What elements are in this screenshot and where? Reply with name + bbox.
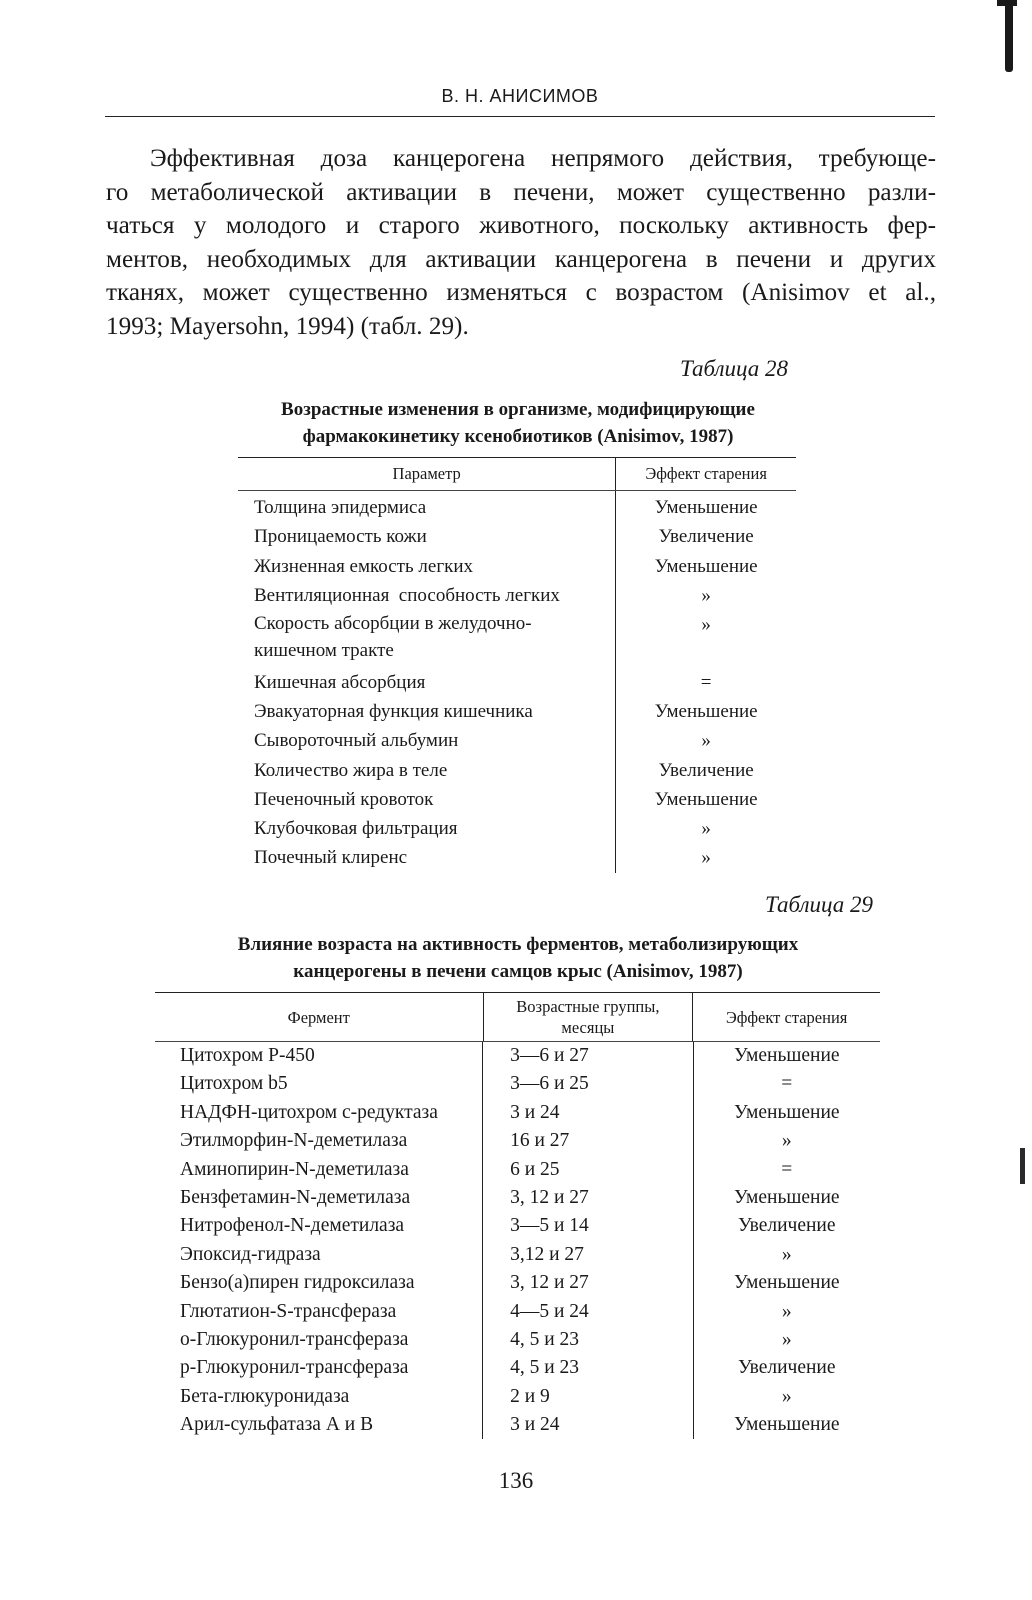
table28-param-column	[238, 491, 615, 873]
table28-effect-cell: Уменьшение	[654, 497, 758, 518]
table28-param-cell: Кишечная абсорбция	[254, 671, 426, 693]
table28-param-cell: Вентиляционная способность легких	[254, 584, 560, 606]
table29-label: Таблица 29	[765, 892, 874, 917]
table29-effect-cell: »	[781, 1328, 792, 1350]
table29-effect-cell: =	[781, 1158, 793, 1180]
table29-ages-cell: 3 и 24	[510, 1101, 560, 1123]
table29-effect-cell: Уменьшение	[733, 1045, 840, 1066]
table29-effect-cell: Увеличение	[738, 1215, 836, 1237]
table29-enzyme-cell: Бета-глюкуронидаза	[180, 1385, 350, 1407]
paragraph-line: тканях, может существенно изменяться с возрастом (Anisimov et al.,	[106, 279, 936, 306]
table29-enzyme-cell: Этилморфин-N-деметилаза	[180, 1130, 408, 1152]
table28-body	[238, 491, 796, 873]
table29-effect-cell: Уменьшение	[733, 1414, 840, 1436]
table29-enzyme-cell: р-Глюкуронил-трансфераза	[180, 1357, 409, 1379]
table29-effect-cell: »	[781, 1300, 792, 1322]
page-number: 136	[498, 1468, 534, 1493]
table28-param-cell: Толщина эпидермиса	[254, 497, 427, 518]
table28-param-cell: Количество жира в теле	[254, 759, 448, 781]
table28-effect-cell: »	[701, 584, 711, 606]
scan-edge-mark	[1020, 1148, 1025, 1184]
header-rule	[105, 116, 935, 117]
table29-title-line: канцерогены в печени самцов крыс (Anisimov, 1987)	[293, 961, 743, 982]
table29-effect-cell: =	[781, 1073, 793, 1095]
table29-header-enzyme: Фермент	[287, 1007, 350, 1027]
body-paragraph	[106, 142, 936, 343]
table28-label: Таблица 28	[680, 356, 789, 381]
table29-effect-cell: Уменьшение	[733, 1272, 840, 1294]
table28-header-effect: Эффект старения	[615, 458, 796, 490]
table29-ages-cell: 3 и 24	[510, 1414, 560, 1436]
table28-param-cell: Сывороточный альбумин	[254, 730, 459, 752]
table28-title-line: фармакокинетику ксенобиотиков (Anisimov, 1987)	[302, 426, 734, 447]
table29-header-ages: Возрастные группы, месяцы	[483, 993, 693, 1041]
table28-effect-cell: Увеличение	[658, 526, 754, 548]
table28-param-cell: Печеночный кровоток	[254, 788, 434, 810]
table28-effect-column	[615, 491, 796, 873]
table29	[155, 992, 880, 1439]
table29-ages-cell: 6 и 25	[510, 1158, 560, 1180]
table28-param-cell: Жизненная емкость легких	[254, 555, 474, 577]
table29-ages-cell: 16 и 27	[510, 1130, 570, 1152]
scan-edge-mark	[1005, 0, 1013, 72]
table29-enzyme-cell: НАДФН-цитохром с-редуктаза	[180, 1101, 438, 1123]
table29-enzyme-cell: Бензо(а)пирен гидроксилаза	[180, 1272, 415, 1294]
paragraph-line: го метаболической активации в печени, может существенно разли-	[106, 178, 936, 206]
table28-param-cell: Клубочковая фильтрация	[254, 818, 458, 840]
table29-enzyme-cell: Глютатион-S-трансфераза	[180, 1300, 397, 1322]
table29-header	[155, 993, 880, 1042]
paragraph-line: чаться у молодого и старого животного, поскольку активность фер-	[106, 212, 936, 239]
table28-effect-cell: »	[701, 614, 711, 636]
table28-param-cell: Эвакуаторная функция кишечника	[254, 700, 533, 722]
table28-title-line: Возрастные изменения в организме, модифицирующие	[281, 399, 755, 420]
table29-enzyme-cell: Нитрофенол-N-деметилаза	[180, 1215, 405, 1237]
table29-ages-cell: 2 и 9	[510, 1385, 550, 1407]
table29-enzyme-cell: Цитохром b5	[180, 1073, 288, 1095]
table29-ages-cell: 3, 12 и 27	[510, 1186, 589, 1208]
table29-ages-cell: 3,12 и 27	[510, 1243, 584, 1265]
table28-effect-cell: »	[701, 818, 711, 840]
table28-param-cell: Проницаемость кожи	[254, 526, 427, 548]
table29-effect-cell: Увеличение	[738, 1357, 836, 1379]
table28-effect-cell: Уменьшение	[654, 788, 758, 810]
table29-title	[150, 931, 886, 985]
table29-enzyme-cell: Аминопирин-N-деметилаза	[180, 1158, 409, 1180]
table29-effect-cell: Уменьшение	[733, 1101, 840, 1123]
table29-ages-cell: 4, 5 и 23	[510, 1357, 580, 1379]
paragraph-line: ментов, необходимых для активации канцерогена в печени и других	[106, 245, 936, 273]
table29-ages-cell: 4, 5 и 23	[510, 1328, 580, 1350]
table29-effect-column	[693, 1042, 880, 1439]
table29-ages-cell: 3, 12 и 27	[510, 1272, 589, 1294]
table29-header-effect: Эффект старения	[692, 993, 880, 1041]
table29-body	[155, 1042, 880, 1439]
table28-param-cell: Скорость абсорбции в желудочно-кишечном тракте	[254, 613, 532, 662]
table29-effect-cell: Уменьшение	[733, 1186, 840, 1208]
table28-param-cell: Почечный клиренс	[254, 847, 408, 869]
table29-effect-cell: »	[781, 1385, 792, 1407]
table29-title-line: Влияние возраста на активность ферментов, метаболизирующих	[237, 934, 799, 955]
table29-enzyme-cell: о-Глюкуронил-трансфераза	[180, 1328, 409, 1350]
table29-enzyme-cell: Эпоксид-гидраза	[180, 1243, 321, 1265]
table28-title	[200, 396, 836, 450]
table29-ages-cell: 3—6 и 25	[510, 1073, 589, 1095]
table29-enzyme-cell: Арил-сульфатаза А и В	[180, 1414, 374, 1436]
table28-effect-cell: Увеличение	[658, 759, 754, 781]
paragraph-line: 1993; Mayersohn, 1994) (табл. 29).	[106, 312, 469, 340]
table29-effect-cell: »	[781, 1130, 792, 1152]
table29-enzyme-column	[155, 1042, 482, 1439]
paragraph-line: Эффективная доза канцерогена непрямого действия, требующе-	[150, 145, 936, 172]
table29-ages-cell: 3—6 и 27	[510, 1045, 589, 1066]
table28-header	[238, 458, 796, 491]
table28-effect-cell: =	[700, 671, 712, 693]
table28-header-param: Параметр	[392, 464, 461, 483]
running-head: В. Н. АНИСИМОВ	[441, 86, 599, 106]
table29-enzyme-cell: Бензфетамин-N-деметилаза	[180, 1186, 411, 1208]
table29-enzyme-cell: Цитохром Р-450	[180, 1045, 315, 1066]
table28	[238, 457, 796, 873]
table28-effect-cell: Уменьшение	[654, 555, 758, 577]
table29-ages-cell: 4—5 и 24	[510, 1300, 589, 1322]
table28-effect-cell: »	[701, 730, 711, 752]
table29-effect-cell: »	[781, 1243, 792, 1265]
table28-effect-cell: Уменьшение	[654, 700, 758, 722]
table29-ages-cell: 3—5 и 14	[510, 1215, 589, 1237]
table28-effect-cell: »	[701, 847, 711, 869]
table29-ages-column	[482, 1042, 692, 1439]
